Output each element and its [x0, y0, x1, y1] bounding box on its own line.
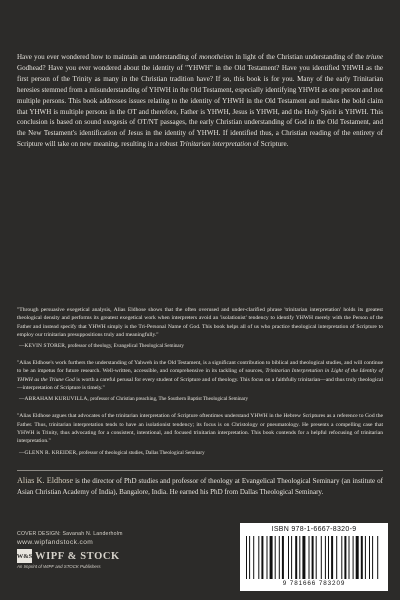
publisher-name: WIPF & STOCK [35, 550, 120, 562]
blurb-emphasis: monotheism [199, 53, 234, 61]
author-name: Alias K. Eldhose [17, 476, 74, 485]
blurb-text: Godhead? Have you ever wondered about the identity of "YHWH" in the Old Testament? Have you identified YHWH as the first person of the Trinity as many in the Christian tradition have? If so, this book is for you. Many of the early Trinitarian heresies stemmed from a misunderstanding of YHWH in the Old Testament, especially identifying YHWH as one person and not multiple persons. This book addresses issues relating to the identity of YHWH in the Old Testament and makes the bold claim that YHWH is multiple persons in the OT and therefore, Father is YHWH, Jesus is YHWH, and the Holy Spirit is YHWH. This conclusion is based on sound exegesis of OT/NT passages, the early Christian understanding of God in the Old Testament, and the New Testament's identification of Jesus in the identity of YHWH. If identified thus, a Christian reading of the entirety of Scripture will take on new meaning, resulting in a robust [17, 63, 383, 149]
author-bio-text: is the director of PhD studies and professor of theology at Evangelical Theological Seminary (an institute of Asian Christian Academy of India), Bangalore, India. He earned his PhD from Dallas Theological Seminary. [17, 477, 383, 496]
endorsement-quote: "Through persuasive exegetical analysis, Alias Eldhose shows that the often overused and under-clarified phrase 'trinitarian interpretation' holds its greatest theological density and performs its greatest exegetical work when interpreters avoid an 'isolationist' tendency to identify YHWH merely with the Person of the Father and instead specify that YHWH simply is the Tri-Personal Name of God. This book helps all of us who practice theological interpretation of Scripture to employ our trinitarian presuppositions truly and meaningfully." [17, 307, 383, 338]
isbn-number: ISBN 978-1-6667-8320-9 [271, 526, 357, 533]
blurb-emphasis: triune [366, 53, 383, 61]
publisher-credits [17, 531, 167, 570]
section-divider [17, 470, 383, 471]
cover-design-credit: COVER DESIGN: Savanah N. Landerholm [17, 531, 123, 537]
author-bio [17, 476, 383, 498]
barcode-icon [246, 536, 382, 579]
barcode-digits: 9 781666 783209 [282, 580, 346, 587]
endorser-name: —KEVIN STORER, [19, 343, 67, 350]
quote-text: "Alias Eldhose's work furthers the understanding of Yahweh in the Old Testament, is a significant contribution to biblical and theological studies, and will continue to be an impetus for future research. Well-written, accessible, and comprehensive in its tackling of sources, [17, 360, 383, 375]
endorser-name: —ABRAHAM KURUVILLA, [19, 396, 89, 403]
publisher-website: www.wipfandstock.com [17, 539, 94, 546]
blurb-emphasis: Trinitarian interpretation [179, 140, 252, 149]
blurb-text: of Scripture. [251, 140, 289, 149]
blurb-text: in light of the Christian understanding of the [233, 53, 367, 61]
publisher-logo [17, 549, 167, 563]
endorsements [17, 306, 383, 466]
endorsement-attribution [17, 343, 383, 350]
endorsement-quote: "Alias Eldhose argues that advocates of the trinitarian interpretation of Scripture oftentimes understand YHWH in the Hebrew Scriptures as a reference to God the Father. Thus, trinitarian interpretation tends to have an isolationist tendency; its focus is on Christology or pneumatology. He presents a compelling case that YHWH is Trinity, thus advocating for a consistent, intentional, and focused trinitarian interpretation. This book contends for a helpful refocusing of trinitarian interpretation." [17, 413, 383, 445]
quote-text: is worth a careful perusal for every student of Scripture and of theology. This focus on a faithfully trinitarian—and thus truly theological—interpretation of Scripture is timely." [17, 376, 383, 392]
endorser-role: professor of theological studies, Dallas Theological Seminary [77, 449, 205, 456]
isbn-barcode [240, 523, 388, 591]
blurb-text: Have you ever wondered how to maintain an understanding of [17, 53, 200, 61]
publisher-logo-mark: W&S [17, 549, 32, 563]
endorser-role: professor of theology, Evangelical Theological Seminary [66, 343, 184, 350]
endorsement-attribution [17, 450, 383, 457]
endorser-name: —GLENN R. KREIDER, [19, 449, 78, 456]
description-blurb [17, 52, 383, 150]
publisher-imprint: An Imprint of WIPF and STOCK Publishers [17, 564, 101, 569]
endorser-role: professor of Christian preaching, The Southern Baptist Theological Seminary [88, 396, 249, 403]
endorsement-attribution [17, 396, 383, 403]
quote-book-title: Trinitarian Interpretation in Light of the Identity of YHWH as the Triune God [17, 368, 383, 383]
endorsement-quote [17, 359, 383, 392]
